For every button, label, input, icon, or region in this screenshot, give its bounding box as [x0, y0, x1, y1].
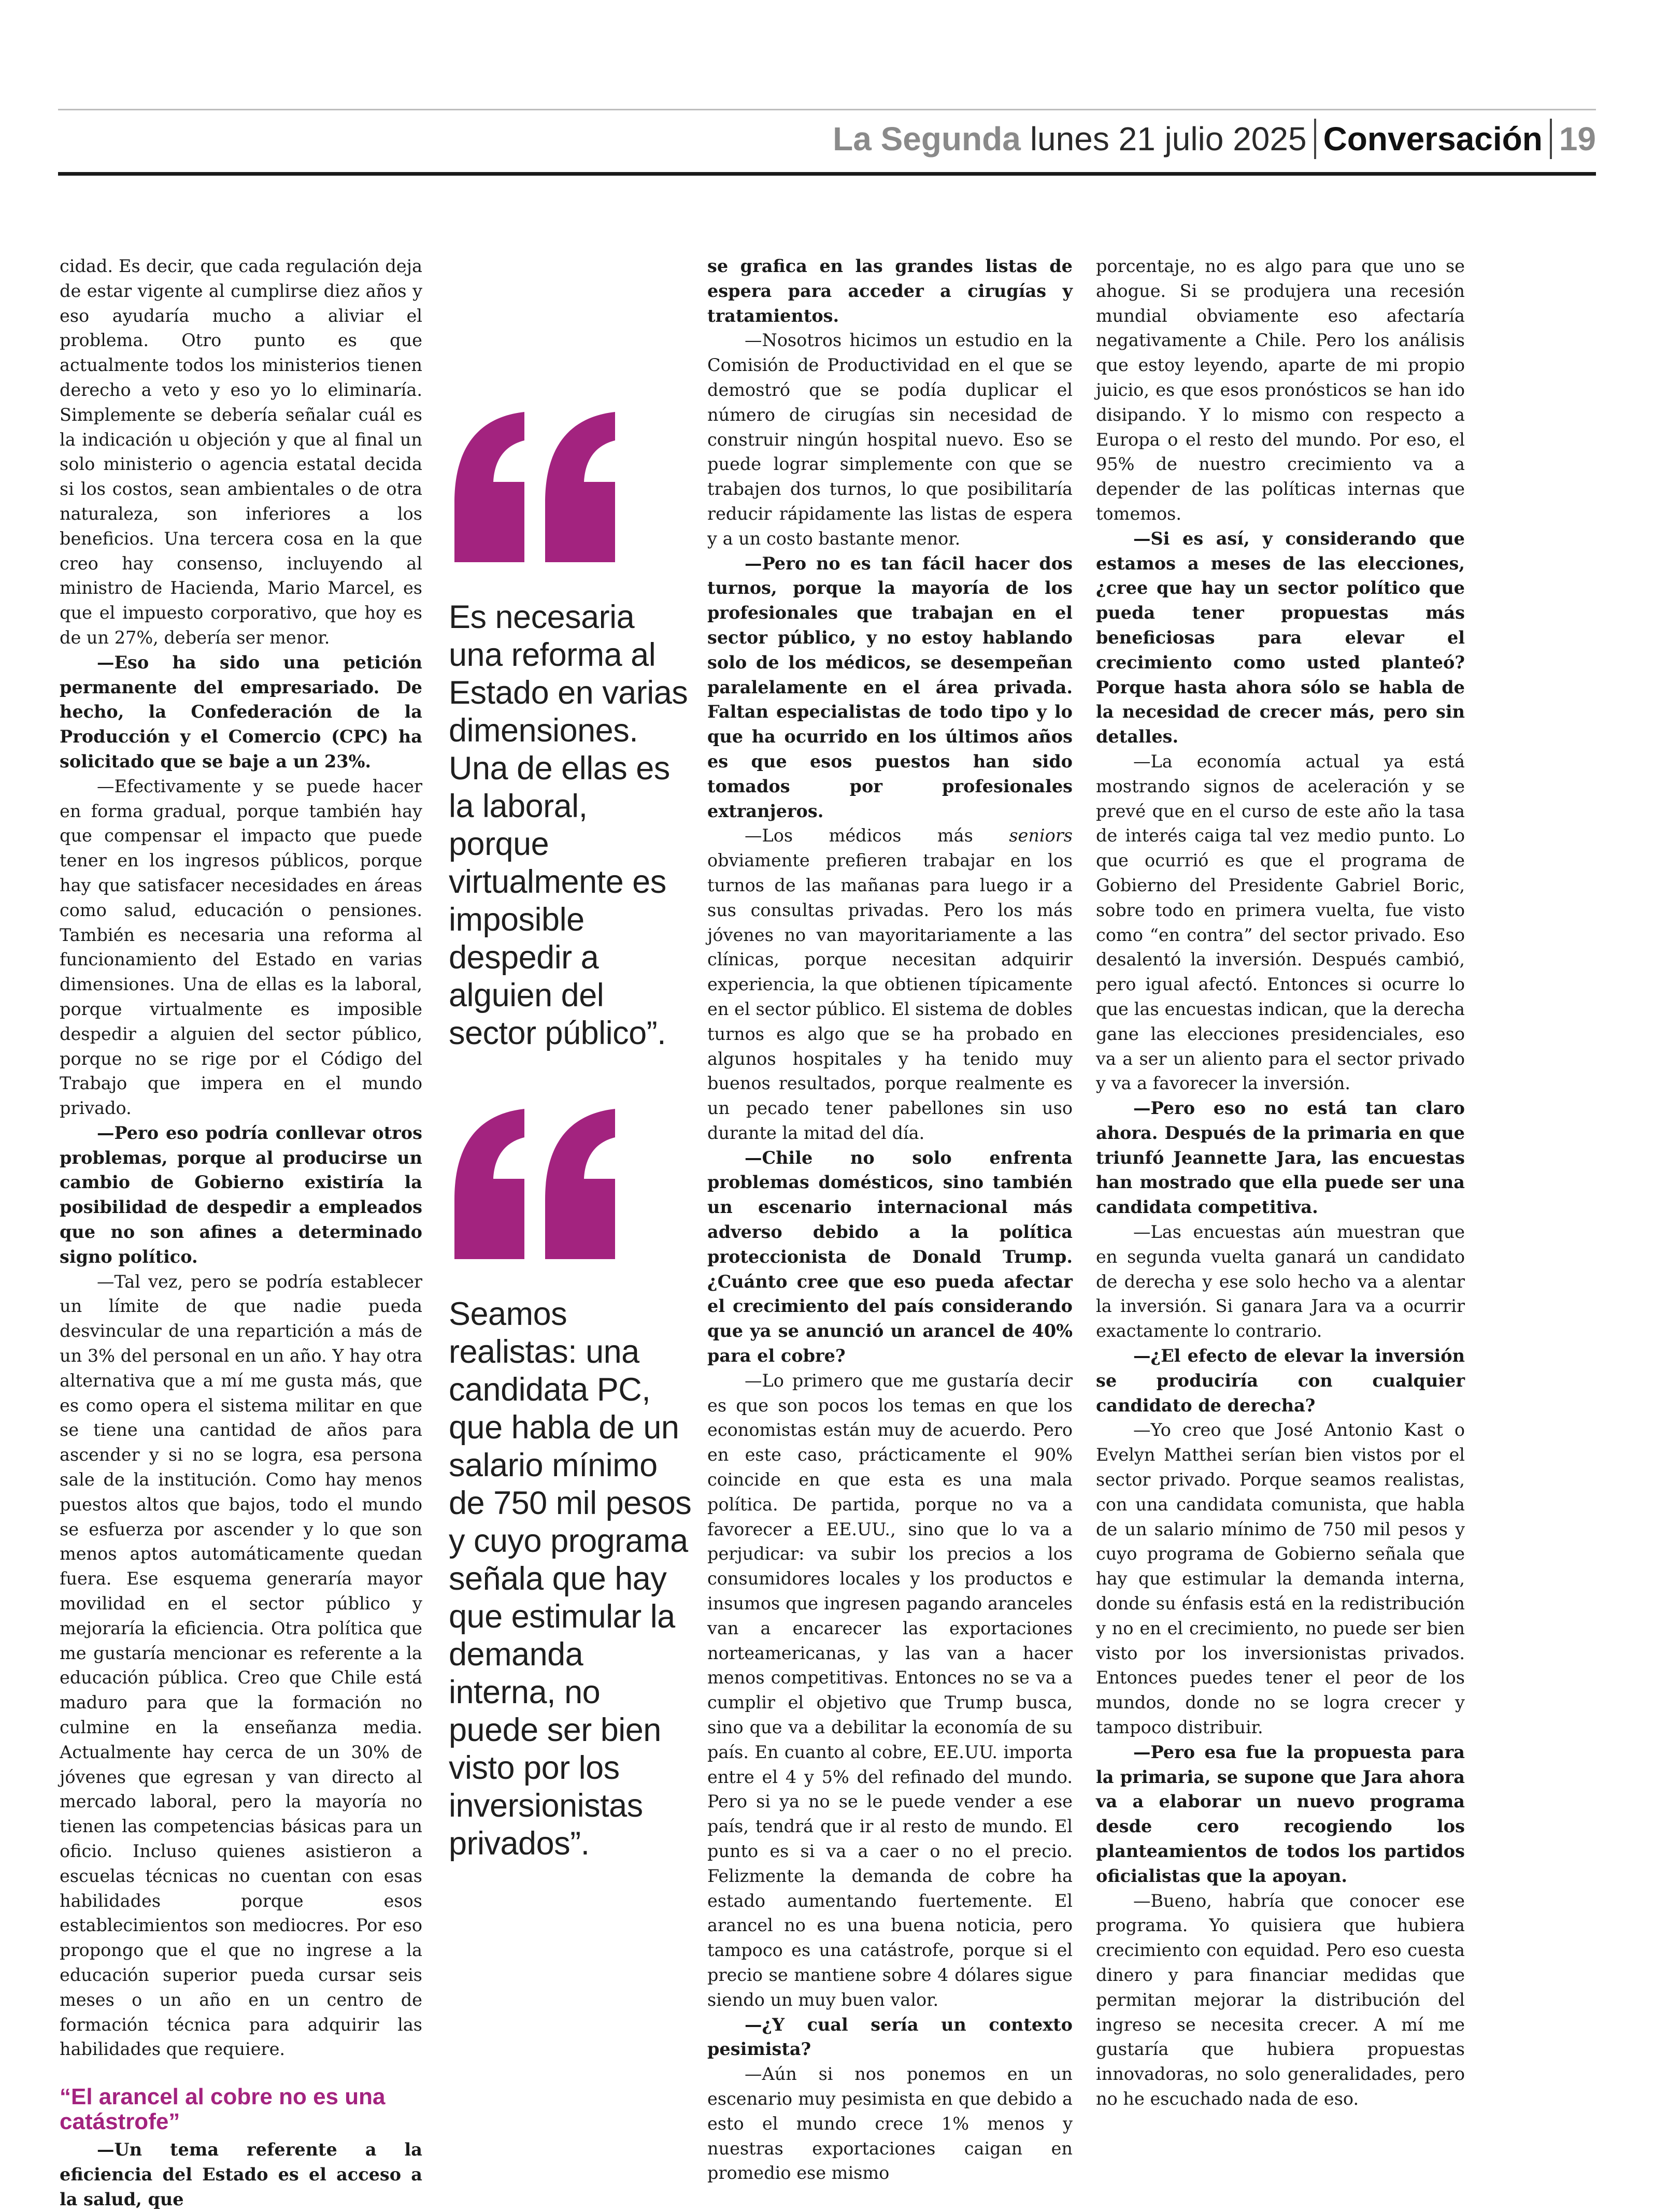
- interview-question: —Pero no es tan fácil hacer dos turnos, porque la mayoría de los profesionales que trabajan en el sector público, y no estoy hablando solo de los médicos, se desempeñan paralelamente en el área privada. Faltan especialistas de todo tipo y lo que ha ocurrido en los últimos años es que esos puestos han sido tomados por profesionales extranjeros.: [707, 553, 1073, 821]
- issue-date: lunes 21 julio 2025: [1030, 120, 1307, 158]
- answer-paragraph: —Efectivamente y se puede hacer en forma gradual, porque también hay que compensar el impacto que puede tener en los ingresos públicos, porque hay que satisfacer necesidades en áreas como salud, educación o pensiones. También es necesaria una reforma al funcionamiento del Estado en varias dimensiones. Una de ellas es la laboral, porque virtualmente es imposible despedir a alguien del sector público, porque no se rige por el Código del Trabajo que impera en el mundo privado.: [60, 776, 422, 1119]
- interview-question: —Eso ha sido una petición permanente del empresariado. De hecho, la Confederación de la Producción y el Comercio (CPC) ha solicitado que se baje a un 23%.: [60, 652, 422, 772]
- interview-question: —Pero eso no está tan claro ahora. Después de la primaria en que triunfó Jeannette Jara, las encuestas han mostrado que ella puede ser una candidata competitiva.: [1096, 1098, 1465, 1218]
- interview-question: —Un tema referente a la eficiencia del Estado es el acceso a la salud, que: [60, 2139, 422, 2209]
- interview-question: —Chile no solo enfrenta problemas domésticos, sino también un escenario internacional más adverso debido a la política proteccionista de Donald Trump. ¿Cuánto cree que eso pueda afectar el crecimiento del país considerando que ya se anunció un arancel de 40% para el cobre?: [707, 1147, 1073, 1366]
- answer-paragraph: —Las encuestas aún muestran que en segunda vuelta ganará un candidato de derecha y ese solo hecho va a alentar la inversión. Si ganara Jara va a ocurrir exactamente lo contrario.: [1096, 1222, 1465, 1342]
- answer-paragraph: —Aún si nos ponemos en un escenario muy pesimista en que debido a esto el mundo crece 1% menos y nuestras exportaciones caigan en promedio ese mismo: [707, 2064, 1073, 2184]
- header-divider: [1314, 119, 1316, 159]
- header-rule: [58, 172, 1596, 176]
- pull-quote: Es necesaria una reforma al Estado en varias dimensiones. Una de ellas es la laboral, porque virtualmente es imposible despedir a alguien del sector público”.: [449, 599, 688, 1051]
- pull-quote: Seamos realistas: una candidata PC, que habla de un salario mínimo de 750 mil pesos y cuyo programa señala que hay que estimular la demanda interna, no puede ser bien visto por los inversionistas privados”.: [449, 1296, 692, 1862]
- answer-paragraph: —Nosotros hicimos un estudio en la Comisión de Productividad en el que se demostró que se podía duplicar el número de cirugías sin necesidad de construir ningún hospital nuevo. Eso se puede lograr simplemente con que se trabajen dos turnos, lo que posibilitaría reducir rápidamente las listas de espera y a un costo bastante menor.: [707, 330, 1073, 549]
- interview-question: —¿El efecto de elevar la inversión se produciría con cualquier candidato de derecha?: [1096, 1346, 1465, 1416]
- interview-question: —Si es así, y considerando que estamos a meses de las elecciones, ¿cree que hay un sector político que pueda tener propuestas más beneficiosas para elevar el crecimiento como usted planteó? Porque hasta ahora sólo se habla de la necesidad de crecer más, pero sin detalles.: [1096, 528, 1465, 747]
- interview-question: —Pero esa fue la propuesta para la primaria, se supone que Jara ahora va a elaborar un nuevo programa desde cero recogiendo los planteamientos de todos los partidos oficialistas que la apoyan.: [1096, 1742, 1465, 1886]
- answer-paragraph: —La economía actual ya está mostrando signos de aceleración y se prevé que en el curso de este año la tasa de interés caiga tal vez medio punto. Lo que ocurrió es que el programa de Gobierno del Presidente Gabriel Boric, sobre todo en primera vuelta, fue visto como “en contra” del sector privado. Eso desalentó la inversión. Después cambió, pero igual afectó. Entonces si ocurre lo que las encuestas indican, que la derecha gane las elecciones presidenciales, eso va a ser un aliento para el sector privado y va a favorecer la inversión.: [1096, 751, 1465, 1094]
- answer-paragraph: —Tal vez, pero se podría establecer un límite de que nadie pueda desvincular de una repartición a más de un 3% del personal en un año. Y hay otra alternativa que a mí me gusta más, que es como opera el sistema militar en que se tiene una cantidad de años para ascender y si no se logra, esa persona sale de la institución. Como hay menos puestos altos que bajos, todo el mundo se esfuerza por ascender y lo que son menos aptos automáticamente quedan fuera. Ese esquema generaría mayor movilidad en el sector público y mejoraría la eficiencia. Otra política que me gustaría mencionar es referente a la educación pública. Creo que Chile está maduro para que la formación no culmine en la enseñanza media. Actualmente hay cerca de un 30% de jóvenes que egresan y van directo al mercado laboral, pero la mayoría no tienen las competencias básicas para un oficio. Incluso quienes asistieron a escuelas técnicas no cuentan con esas habilidades porque esos establecimientos son mediocres. Por eso propongo que el que no ingrese a la educación superior pueda cursar seis meses o un año en un centro de formación técnica para adquirir las habilidades que requiere.: [60, 1271, 422, 2060]
- header-divider: [1550, 119, 1552, 159]
- quote-mark-icon: [447, 1109, 623, 1259]
- answer-paragraph: —Bueno, habría que conocer ese programa. Yo quisiera que hubiera crecimiento con equidad. Pero eso cuesta dinero y para financiar medidas que permitan mejorar la distribución del ingreso se necesita crecer. A mí me gustaría que hubiera propuestas innovadoras, no solo generalidades, pero no he escuchado nada de eso.: [1096, 1890, 1465, 2109]
- answer-paragraph: —Los médicos más seniors obviamente prefieren trabajar en los turnos de las mañanas para luego ir a sus consultas privadas. Pero los más jóvenes no van mayoritariamente a las clínicas, porque necesitan adquirir experiencia, la que obtienen típicamente en el sector público. El sistema de dobles turnos es algo que se ha probado en algunos hospitales y ha tenido muy buenos resultados, porque realmente es un pecado tener pabellones sin uso durante la mitad del día.: [707, 825, 1073, 1143]
- page-number: 19: [1559, 120, 1596, 158]
- subheading: “El arancel al cobre no es una catástrofe”: [60, 2084, 386, 2135]
- quote-mark-icon: [447, 412, 623, 562]
- interview-question: —Pero eso podría conllevar otros problemas, porque al producirse un cambio de Gobierno existiría la posibilidad de despedir a empleados que no son afines a determinado signo político.: [60, 1122, 422, 1267]
- interview-question: se grafica en las grandes listas de espera para acceder a cirugías y tratamientos.: [707, 256, 1073, 326]
- article-column-4: [1096, 254, 1465, 2111]
- interview-question: —¿Y cual sería un contexto pesimista?: [707, 2014, 1073, 2060]
- section-name: Conversación: [1323, 120, 1543, 158]
- article-column-3: [707, 254, 1073, 2186]
- page-header: [725, 111, 1596, 166]
- newspaper-brand: La Segunda: [833, 120, 1021, 158]
- header-top-line: [58, 109, 1596, 110]
- answer-paragraph: —Yo creo que José Antonio Kast o Evelyn Matthei serían bien vistos por el sector privado. Porque seamos realistas, con una candidata comunista, que habla de un salario mínimo de 750 mil pesos y cuyo programa de Gobierno señala que hay que estimular la demanda interna, donde su énfasis está en la redistribución y no en el crecimiento, no puede ser bien visto por los inversionistas privados. Entonces puedes tener el peor de los mundos, donde no se logra crecer y tampoco distribuir.: [1096, 1420, 1465, 1738]
- answer-paragraph: —Lo primero que me gustaría decir es que son pocos los temas en que los economistas están muy de acuerdo. Pero en este caso, prácticamente el 90% coincide en que esta es una mala política. De partida, porque no va a favorecer a EE.UU., sino que lo va a perjudicar: va subir los precios a los consumidores locales y los productos e insumos que ingresen pagando aranceles van a encarecer las exportaciones norteamericanas, y las van a hacer menos competitivas. Entonces no se va a cumplir el objetivo que Trump busca, sino que va a debilitar la economía de su país. En cuanto al cobre, EE.UU. importa entre el 4 y 5% del refinado del mundo. Pero si ya no se le puede vender a ese país, tendrá que ir al resto de mundo. El punto es si va a caer o no el precio. Felizmente la demanda de cobre ha estado aumentando fuertemente. El arancel no es una buena noticia, pero tampoco es una catástrofe, porque si el precio se mantiene sobre 4 dólares sigue siendo un muy buen valor.: [707, 1370, 1073, 2010]
- article-column-1: [60, 254, 422, 2212]
- answer-paragraph: porcentaje, no es algo para que uno se ahogue. Si se produjera una recesión mundial obviamente eso afectaría negativamente a Chile. Pero los análisis que estoy leyendo, aparte de mi propio juicio, es que esos pronósticos se han ido disipando. Y lo mismo con respecto a Europa o el resto del mundo. Por eso, el 95% de nuestro crecimiento va a depender de las políticas internas que tomemos.: [1096, 256, 1465, 524]
- answer-paragraph: cidad. Es decir, que cada regulación deja de estar vigente al cumplirse diez años y eso ayudaría mucho a aliviar el problema. Otro punto es que actualmente todos los ministerios tienen derecho a veto y eso yo lo eliminaría. Simplemente se debería señalar cuál es la indicación u objeción y que al final un solo ministerio o agencia estatal decida si los costos, sean ambientales o de otra naturaleza, son inferiores a los beneficios. Una tercera cosa en la que creo hay consenso, incluyendo al ministro de Hacienda, Mario Marcel, es que el impuesto corporativo, que hoy es de un 27%, debería ser menor.: [60, 256, 422, 648]
